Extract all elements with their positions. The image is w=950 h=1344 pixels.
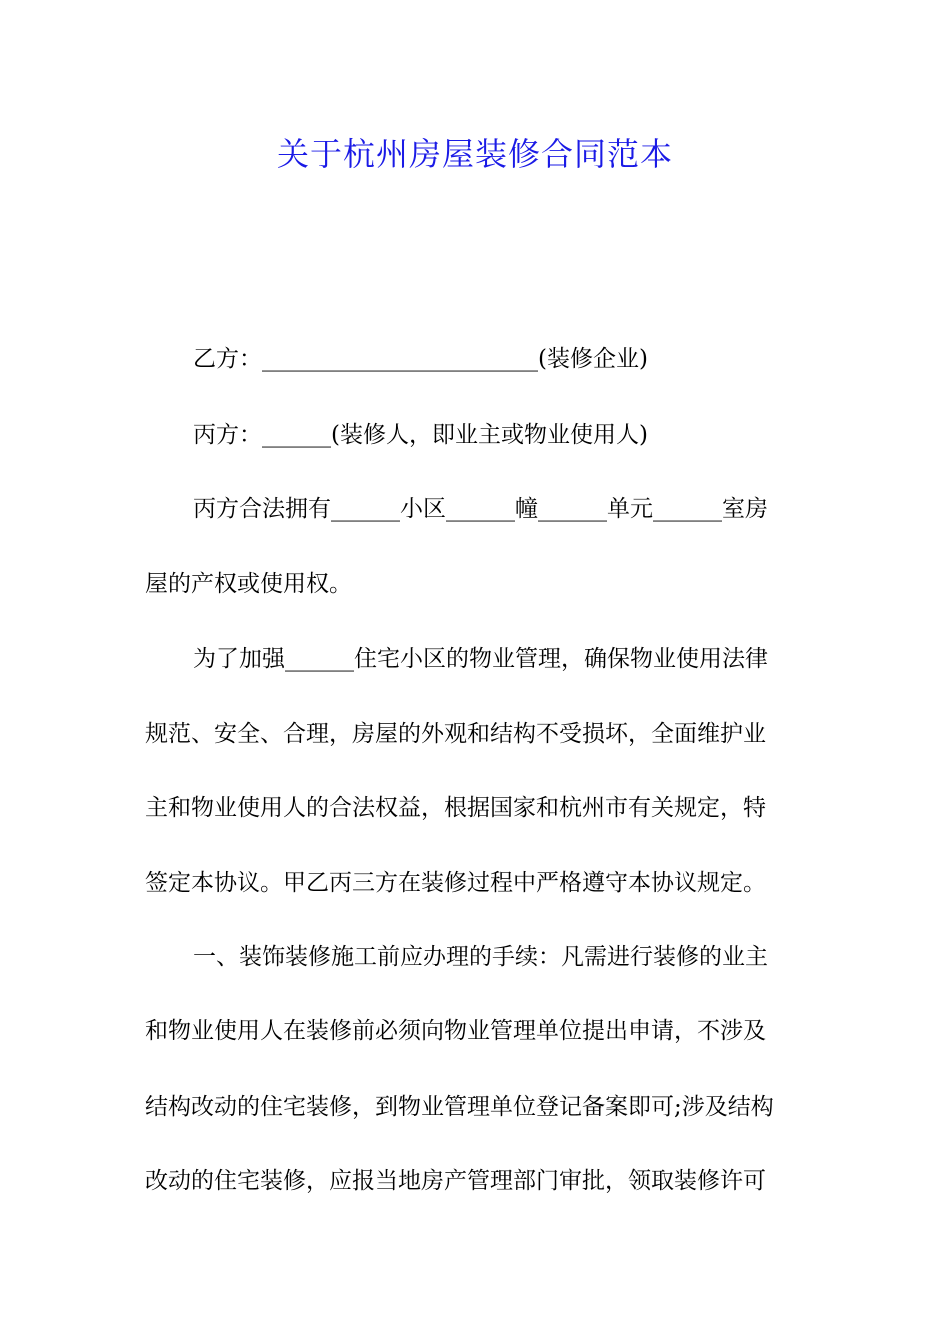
paragraph-line: 一、装饰装修施工前应办理的手续：凡需进行装修的业主 [193, 944, 768, 970]
paragraph-line: 和物业使用人在装修前必须向物业管理单位提出申请，不涉及 [145, 1018, 766, 1044]
paragraph-line: 为了加强______住宅小区的物业管理，确保物业使用法律 [193, 646, 768, 672]
paragraph-line: 改动的住宅装修，应报当地房产管理部门审批，领取装修许可 [145, 1168, 766, 1194]
document-title: 关于杭州房屋装修合同范本 [276, 135, 673, 173]
paragraph-line: 屋的产权或使用权。 [145, 571, 352, 597]
party-b-line: 乙方：________________________(装修企业) [193, 346, 648, 372]
paragraph-line: 主和物业使用人的合法权益，根据国家和杭州市有关规定，特 [145, 795, 766, 821]
paragraph-line: 规范、安全、合理，房屋的外观和结构不受损坏，全面维护业 [145, 721, 766, 747]
paragraph-line: 结构改动的住宅装修，到物业管理单位登记备案即可;涉及结构 [145, 1094, 774, 1120]
party-c-line: 丙方：______(装修人，即业主或物业使用人) [193, 422, 648, 448]
paragraph-line: 丙方合法拥有______小区______幢______单元______室房 [193, 496, 768, 522]
paragraph-line: 签定本协议。甲乙丙三方在装修过程中严格遵守本协议规定。 [145, 870, 766, 896]
